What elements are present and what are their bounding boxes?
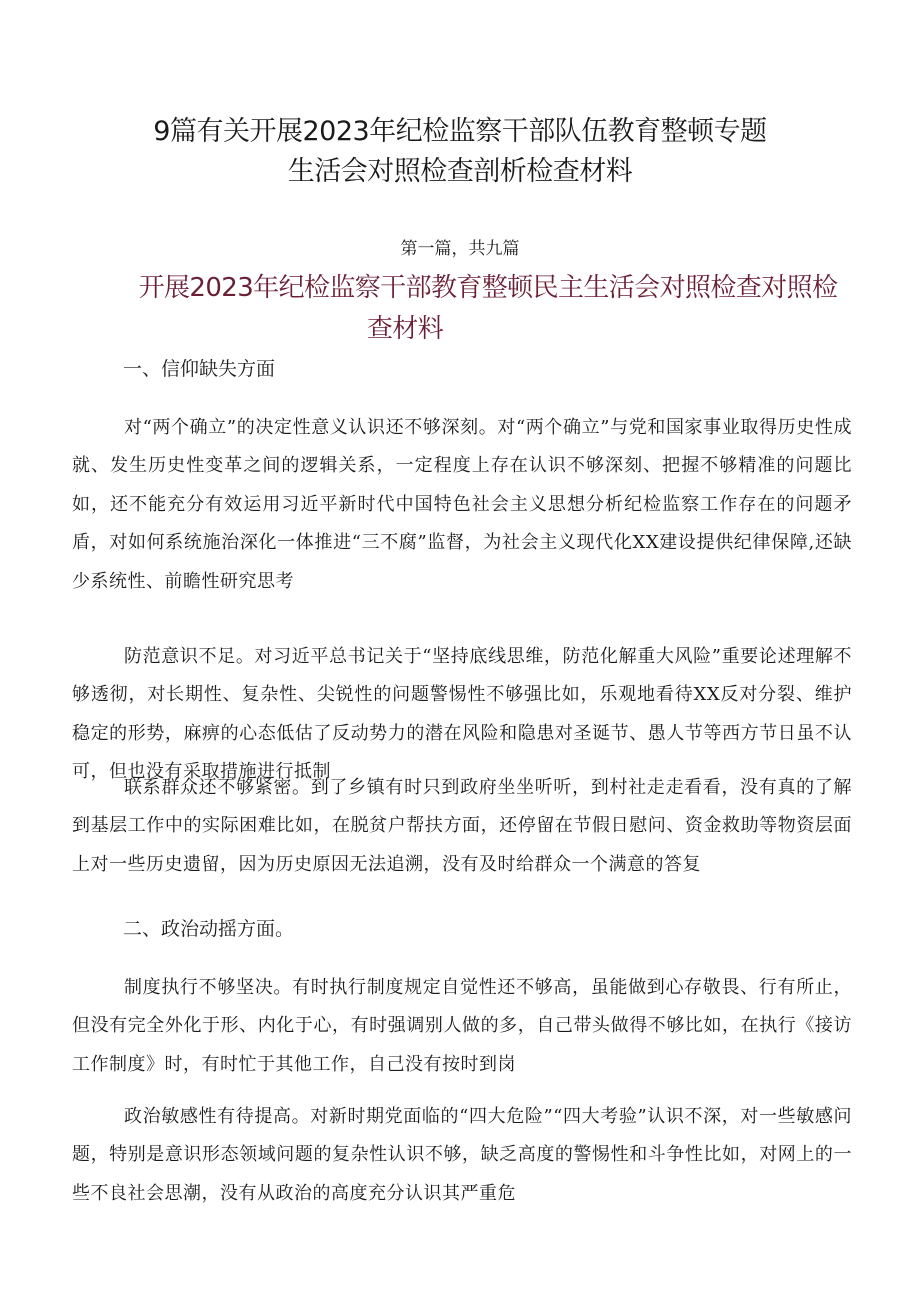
paragraph: 对“两个确立”的决定性意义认识还不够深刻。对“两个确立”与党和国家事业取得历史性成就、发生历史性变革之间的逻辑关系，一定程度上存在认识不够深刻、把握不够精准的问题比如，还不能充分有效运用习近平新时代中国特色社会主义思想分析纪检监察工作存在的问题矛盾，对如何系统施治深化一体推进“三不腐”监督，为社会主义现代化XX建设提供纪律保障,还缺少系统性、前瞻性研究思考: [72, 417, 852, 592]
paragraph: 制度执行不够坚决。有时执行制度规定自觉性还不够高，虽能做到心存敬畏、行有所止，但没有完全外化于形、内化于心，有时强调别人做的多，自己带头做得不够比如，在执行《接访工作制度》时，有时忙于其他工作，自己没有按时到岗: [72, 977, 852, 1075]
article-title-line-1: 开展2023年纪检监察干部教育整顿民主生活会对照检查对照检: [138, 273, 838, 303]
paragraph: 防范意识不足。对习近平总书记关于“坚持底线思维，防范化解重大风险”重要论述理解不够透彻，对长期性、复杂性、尖锐性的问题警惕性不够强比如，乐观地看待XX反对分裂、维护稳定的形势，麻痹的心态低估了反动势力的潜在风险和隐患对圣诞节、愚人节等西方节日虽不认可，但也没有采取措施进行抵制: [72, 646, 852, 783]
document-title-line-1: 9篇有关开展2023年纪检监察干部队伍教育整顿专题: [153, 116, 767, 147]
article-title-line-2: 查材料: [366, 314, 444, 344]
document-title-line-2: 生活会对照检查剖析检查材料: [287, 156, 633, 187]
document-subtitle: 第一篇，共九篇: [400, 239, 520, 259]
section-heading-1: 一、信仰缺失方面: [123, 358, 276, 380]
section-heading-2: 二、政治动摇方面。: [123, 918, 295, 940]
paragraph: 联系群众还不够紧密。到了乡镇有时只到政府坐坐听听，到村社走走看看，没有真的了解到基层工作中的实际困难比如，在脱贫户帮扶方面，还停留在节假日慰问、资金救助等物资层面上对一些历史遗留，因为历史原因无法追溯，没有及时给群众一个满意的答复: [72, 777, 852, 875]
paragraph: 政治敏感性有待提高。对新时期党面临的“四大危险”“四大考验”认识不深，对一些敏感问题，特别是意识形态领域问题的复杂性认识不够，缺乏高度的警惕性和斗争性比如，对网上的一些不良社会思潮，没有从政治的高度充分认识其严重危: [72, 1106, 852, 1204]
